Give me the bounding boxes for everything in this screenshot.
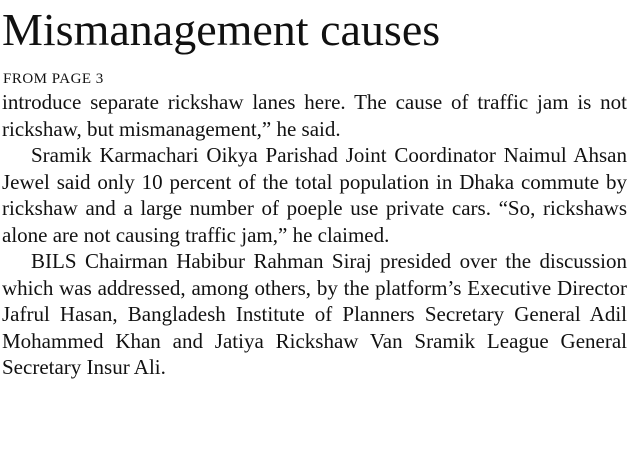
paragraph-continued: introduce separate rickshaw lanes here. The cause of traffic jam is not rickshaw, but mismanagement,” he said. — [2, 90, 627, 141]
article-body — [2, 89, 627, 381]
jump-line: FROM PAGE 3 — [3, 71, 104, 87]
paragraph-discussion: BILS Chairman Habibur Rahman Siraj presided over the discussion which was addressed, among others, by the platform’s Executive Director Jafrul Hasan, Bangladesh Institute of Planners Secretary General Adil Mohammed Khan and Jatiya Rickshaw Van Sramik League General Secretary Insur Ali. — [2, 249, 627, 379]
article-headline: Mismanagement causes — [2, 4, 441, 55]
paragraph-jewel-quote: Sramik Karmachari Oikya Parishad Joint Coordinator Naimul Ahsan Jewel said only 10 percent of the total population in Dhaka commute by rickshaw and a large number of poeple use private cars. “So, rickshaws alone are not causing traffic jam,” he claimed. — [2, 143, 627, 247]
